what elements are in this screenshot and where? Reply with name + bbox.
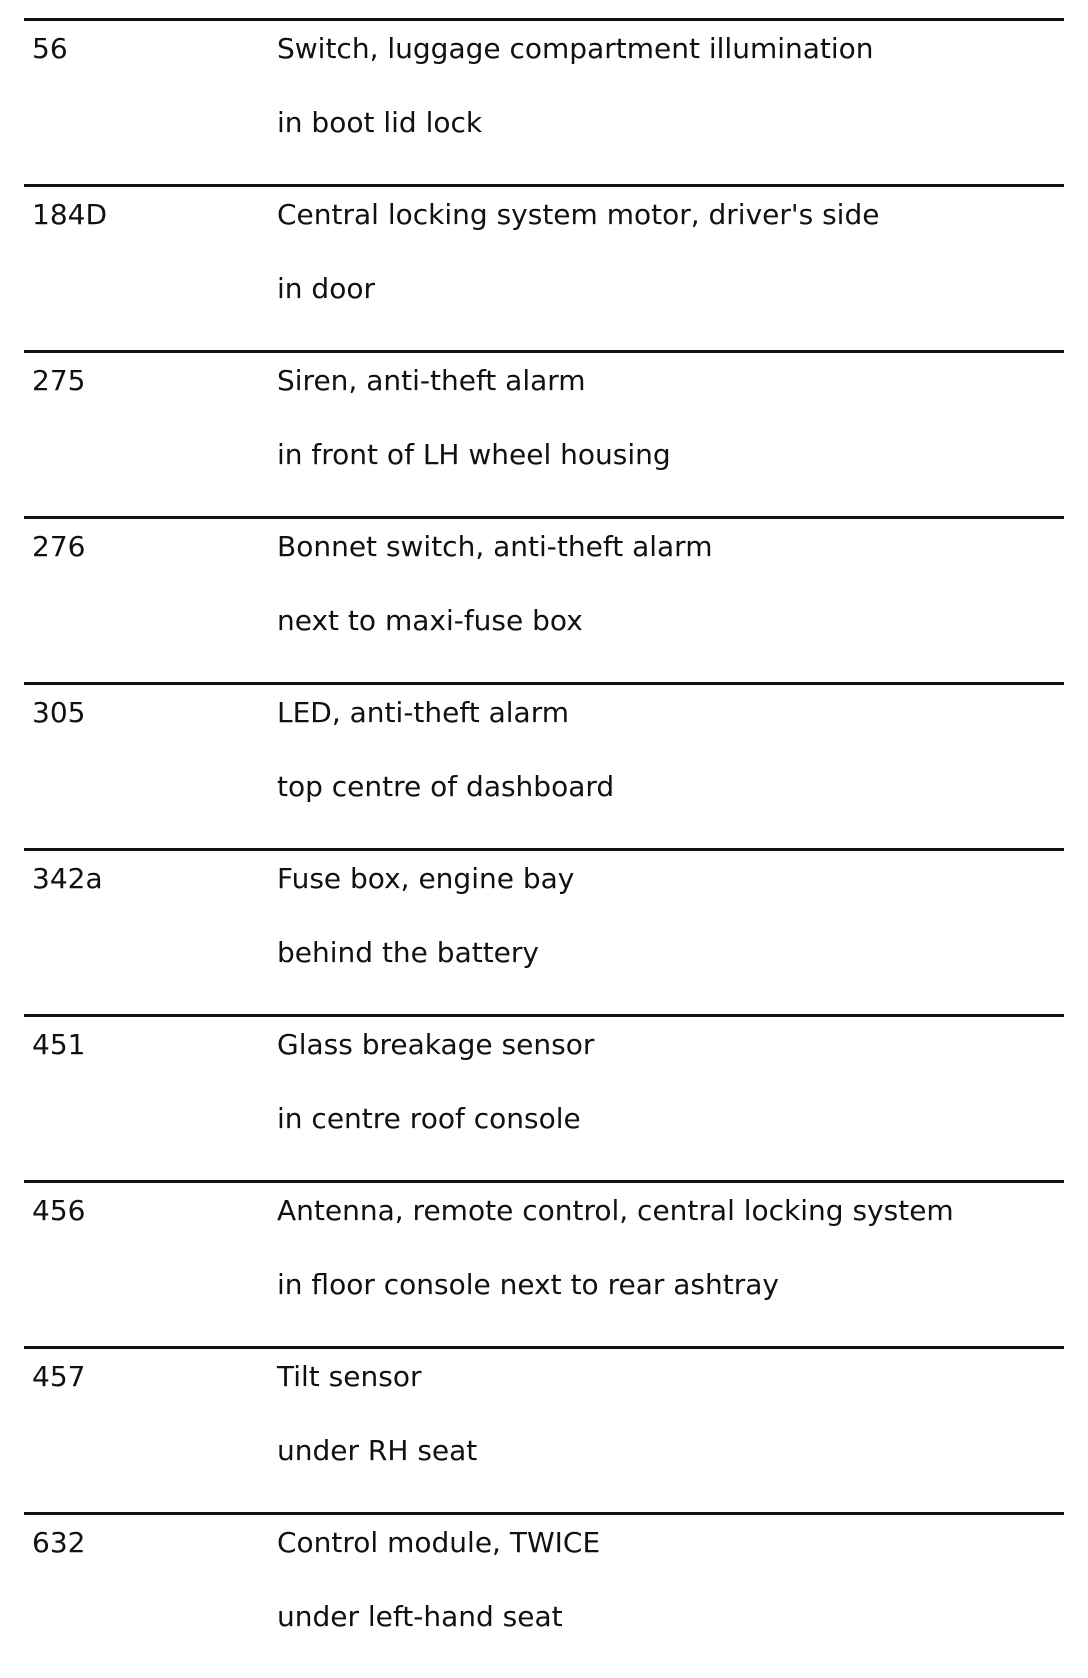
component-location: in front of LH wheel housing (277, 438, 671, 471)
table-row (24, 1180, 1064, 1346)
component-location: in door (277, 272, 375, 305)
component-description: Antenna, remote control, central locking system (277, 1194, 954, 1227)
table-row (24, 350, 1064, 516)
table-row (24, 1512, 1064, 1678)
component-description: Siren, anti-theft alarm (277, 364, 586, 397)
table-row (24, 184, 1064, 350)
component-description: Glass breakage sensor (277, 1028, 595, 1061)
component-code: 632 (32, 1526, 86, 1559)
component-code: 451 (32, 1028, 86, 1061)
component-description: LED, anti-theft alarm (277, 696, 570, 729)
component-description: Bonnet switch, anti-theft alarm (277, 530, 713, 563)
table-row (24, 516, 1064, 682)
component-description: Switch, luggage compartment illumination (277, 32, 874, 65)
table-row (24, 682, 1064, 848)
component-description: Tilt sensor (277, 1360, 422, 1393)
table-row (24, 1014, 1064, 1180)
component-code: 56 (32, 32, 68, 65)
component-location: next to maxi-fuse box (277, 604, 583, 637)
component-description: Control module, TWICE (277, 1526, 601, 1559)
table-row (24, 18, 1064, 184)
component-code: 276 (32, 530, 86, 563)
table-row (24, 1346, 1064, 1512)
component-code: 456 (32, 1194, 86, 1227)
table-row (24, 848, 1064, 1014)
component-description: Fuse box, engine bay (277, 862, 575, 895)
component-description: Central locking system motor, driver's side (277, 198, 880, 231)
component-location: in floor console next to rear ashtray (277, 1268, 779, 1301)
component-code: 342a (32, 862, 103, 895)
component-location: in centre roof console (277, 1102, 581, 1135)
component-location: in boot lid lock (277, 106, 483, 139)
component-location: under left-hand seat (277, 1600, 563, 1633)
component-location-table (24, 18, 1064, 1678)
component-location: under RH seat (277, 1434, 478, 1467)
component-code: 184D (32, 198, 108, 231)
component-location: top centre of dashboard (277, 770, 615, 803)
component-code: 305 (32, 696, 86, 729)
component-code: 275 (32, 364, 86, 397)
component-location: behind the battery (277, 936, 539, 969)
component-code: 457 (32, 1360, 86, 1393)
